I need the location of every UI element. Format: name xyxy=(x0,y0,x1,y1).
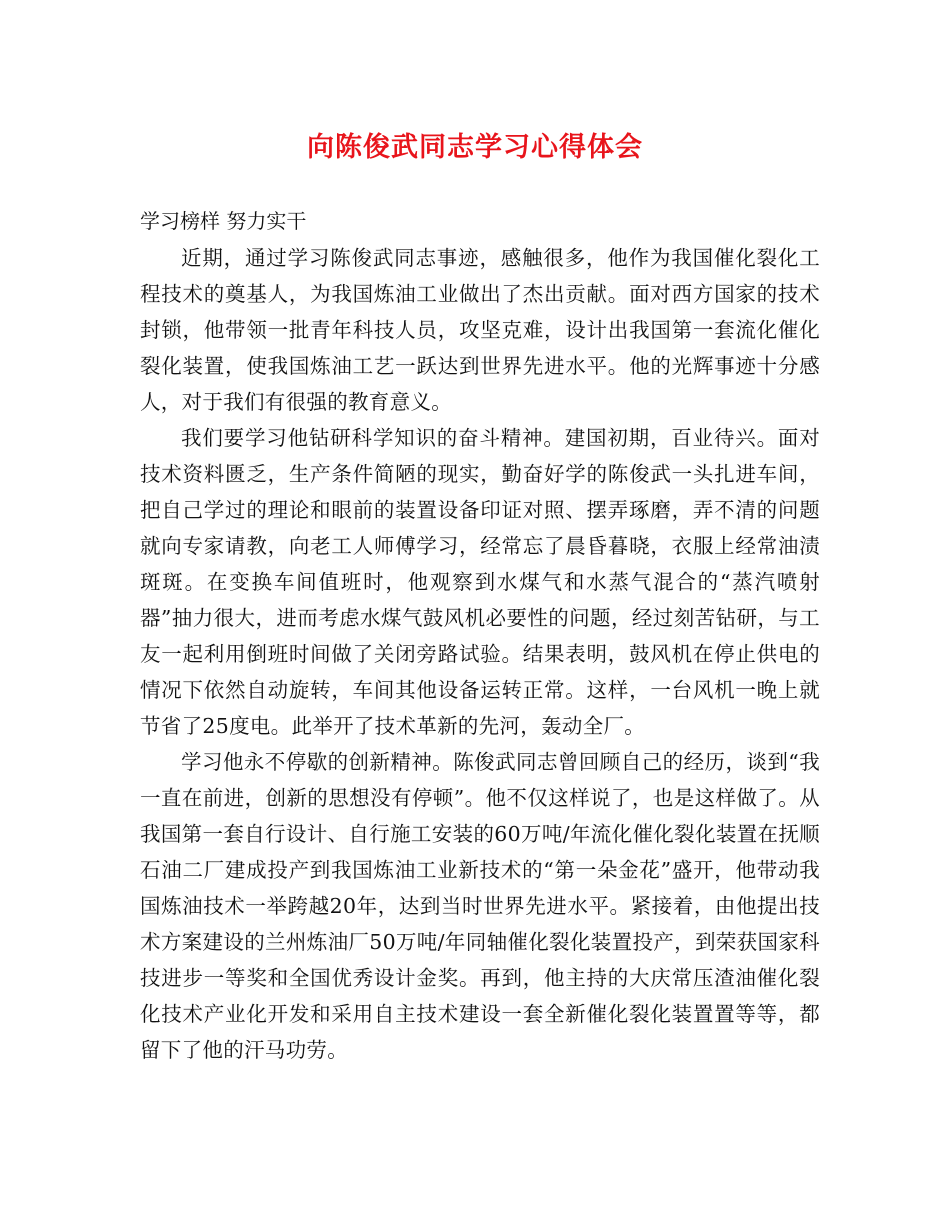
document-body xyxy=(140,240,820,1068)
paragraph-2: 我们要学习他钻研科学知识的奋斗精神。建国初期，百业待兴。面对技术资料匮乏，生产条件简陋的现实，勤奋好学的陈俊武一头扎进车间，把自己学过的理论和眼前的装置设备印证对照、摆弄琢磨，弄不清的问题就向专家请教，向老工人师傅学习，经常忘了晨昏暮晓，衣服上经常油渍斑斑。在变换车间值班时，他观察到水煤气和水蒸气混合的“蒸汽喷射器”抽力很大，进而考虑水煤气鼓风机必要性的问题，经过刻苦钻研，与工友一起利用倒班时间做了关闭旁路试验。结果表明，鼓风机在停止供电的情况下依然自动旋转，车间其他设备运转正常。这样，一台风机一晚上就节省了25度电。此举开了技术革新的先河，轰动全厂。 xyxy=(140,426,820,738)
paragraph-1: 近期，通过学习陈俊武同志事迹，感触很多，他作为我国催化裂化工程技术的奠基人，为我国炼油工业做出了杰出贡献。面对西方国家的技术封锁，他带领一批青年科技人员，攻坚克难，设计出我国第一套流化催化裂化装置，使我国炼油工艺一跃达到世界先进水平。他的光辉事迹十分感人，对于我们有很强的教育意义。 xyxy=(140,246,820,414)
document-subtitle: 学习榜样 努力实干 xyxy=(140,209,307,233)
document-title: 向陈俊武同志学习心得体会 xyxy=(307,132,643,163)
paragraph-3: 学习他永不停歇的创新精神。陈俊武同志曾回顾自己的经历，谈到“我一直在前进，创新的思想没有停顿”。他不仅这样说了，也是这样做了。从我国第一套自行设计、自行施工安装的60万吨/年流化催化裂化装置在抚顺石油二厂建成投产到我国炼油工业新技术的“第一朵金花”盛开，他带动我国炼油技术一举跨越20年，达到当时世界先进水平。紧接着，由他提出技术方案建设的兰州炼油厂50万吨/年同轴催化裂化装置投产，到荣获国家科技进步一等奖和全国优秀设计金奖。再到，他主持的大庆常压渣油催化裂化技术产业化开发和采用自主技术建设一套全新催化裂化装置置等等，都留下了他的汗马功劳。 xyxy=(140,750,820,1062)
